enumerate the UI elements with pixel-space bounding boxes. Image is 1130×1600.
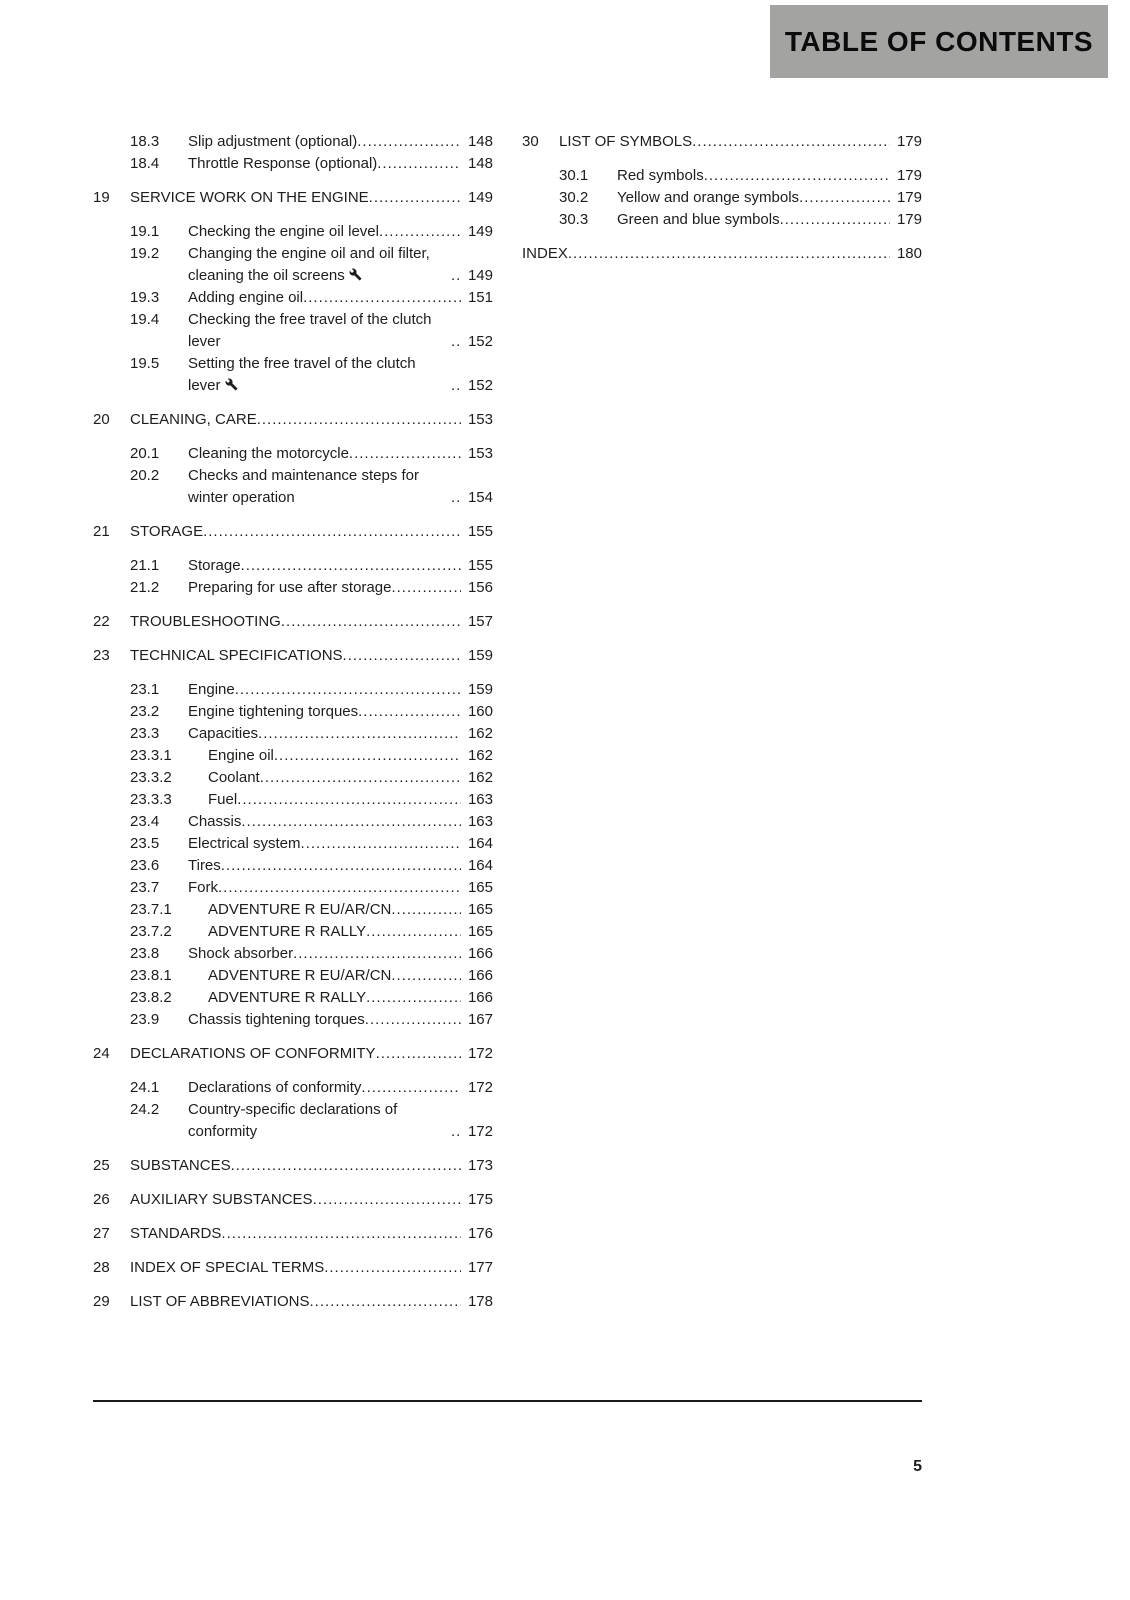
toc-entry-label: Changing the engine oil and oil filter, cleaning the oil screens (188, 245, 430, 284)
toc-entry-label: INDEX (522, 245, 568, 262)
toc-entry-label: Capacities (188, 725, 259, 742)
toc-entry-page: 157 (467, 613, 493, 630)
toc-entry-number: 23.8.2 (130, 989, 172, 1006)
toc-entry (93, 221, 493, 243)
toc-column-left (93, 131, 493, 1325)
toc-entry-body (188, 877, 493, 899)
toc-leader-dots (391, 965, 461, 987)
toc-entry-label: LIST OF SYMBOLS (559, 133, 693, 150)
toc-entry-label: Adding engine oil (188, 289, 304, 306)
toc-entry (93, 1155, 493, 1177)
toc-entry-number: 24 (93, 1045, 110, 1062)
toc-entry-number: 20 (93, 411, 110, 428)
toc-leader-dots (780, 209, 890, 231)
toc-entry-page: 172 (467, 1079, 493, 1096)
toc-entry (522, 165, 922, 187)
toc-entry-body (130, 187, 493, 209)
toc-leader-dots (221, 855, 461, 877)
toc-entry (93, 987, 493, 1009)
toc-entry-page: 162 (467, 769, 493, 786)
toc-entry-body (559, 131, 922, 153)
toc-columns (93, 131, 922, 1325)
toc-entry-body (188, 153, 493, 175)
toc-leader-dots (451, 265, 461, 287)
toc-leader-dots (365, 1009, 461, 1031)
toc-entry-body (188, 131, 493, 153)
toc-entry-page: 167 (467, 1011, 493, 1028)
toc-leader-dots (231, 1155, 461, 1177)
toc-leader-dots (451, 487, 461, 509)
toc-entry (93, 555, 493, 577)
toc-entry-body (188, 555, 493, 577)
toc-column-right (522, 131, 922, 1325)
toc-entry-body (188, 811, 493, 833)
toc-entry-number: 22 (93, 613, 110, 630)
toc-leader-dots (257, 409, 461, 431)
toc-entry-number: 23.8 (130, 945, 160, 962)
toc-leader-dots (349, 443, 461, 465)
toc-entry (93, 1009, 493, 1031)
toc-entry-body (188, 577, 493, 599)
toc-leader-dots (379, 221, 461, 243)
toc-entry-body (130, 1189, 493, 1211)
toc-entry-number: 23.7 (130, 879, 160, 896)
toc-entry-label: Chassis (188, 813, 242, 830)
toc-entry (93, 1077, 493, 1099)
toc-entry-body (617, 209, 922, 231)
toc-entry-page: 165 (467, 901, 493, 918)
toc-entry-page: 153 (467, 445, 493, 462)
toc-entry-body (188, 243, 493, 287)
toc-entry-body (188, 1099, 493, 1143)
toc-entry-page: 152 (467, 333, 493, 350)
toc-entry-label: Slip adjustment (optional) (188, 133, 358, 150)
toc-entry-number: 19.4 (130, 311, 160, 328)
toc-entry-page: 149 (467, 267, 493, 284)
toc-entry-page: 179 (896, 133, 922, 150)
toc-entry-label: ADVENTURE R EU/AR/CN (208, 967, 392, 984)
toc-entry-page: 175 (467, 1191, 493, 1208)
toc-entry-number: 30.3 (559, 211, 589, 228)
toc-leader-dots (369, 187, 461, 209)
toc-entry-page: 155 (467, 557, 493, 574)
toc-leader-dots (568, 243, 890, 265)
toc-leader-dots (260, 767, 461, 789)
toc-entry-body (208, 987, 493, 1009)
toc-leader-dots (274, 745, 461, 767)
toc-entry-label: Green and blue symbols (617, 211, 780, 228)
toc-entry (93, 965, 493, 987)
toc-entry (93, 811, 493, 833)
toc-entry-label: Cleaning the motorcycle (188, 445, 349, 462)
toc-entry-label: Engine oil (208, 747, 274, 764)
page-number: 5 (913, 1458, 922, 1475)
toc-leader-dots (357, 131, 461, 153)
toc-entry-label: Chassis tightening torques (188, 1011, 365, 1028)
toc-entry-label: Storage (188, 557, 241, 574)
toc-entry-number: 29 (93, 1293, 110, 1310)
toc-leader-dots (237, 789, 461, 811)
toc-entry-page: 162 (467, 747, 493, 764)
toc-entry-label: Fuel (208, 791, 238, 808)
toc-leader-dots (361, 1077, 461, 1099)
toc-entry-body (617, 187, 922, 209)
toc-entry-body (208, 789, 493, 811)
toc-entry-number: 21 (93, 523, 110, 540)
toc-entry-body (208, 921, 493, 943)
toc-entry (93, 745, 493, 767)
toc-entry-label: ADVENTURE R RALLY (208, 923, 367, 940)
toc-entry-page: 165 (467, 879, 493, 896)
toc-entry-number: 20.2 (130, 467, 160, 484)
toc-leader-dots (391, 577, 461, 599)
toc-entry-page: 155 (467, 523, 493, 540)
toc-entry-body (130, 1291, 493, 1313)
toc-entry (93, 921, 493, 943)
toc-entry-label: Red symbols (617, 167, 704, 184)
toc-entry-number: 23.4 (130, 813, 160, 830)
toc-entry-number: 23.3.1 (130, 747, 172, 764)
toc-entry (93, 521, 493, 543)
toc-entry-body (130, 1155, 493, 1177)
toc-entry-label: Tires (188, 857, 221, 874)
footer-divider (93, 1400, 922, 1402)
toc-entry-label: Electrical system (188, 835, 301, 852)
toc-entry-number: 30 (522, 133, 539, 150)
toc-entry-number: 19.5 (130, 355, 160, 372)
toc-entry-number: 21.1 (130, 557, 160, 574)
toc-entry-label: SERVICE WORK ON THE ENGINE (130, 189, 369, 206)
toc-entry-label: ADVENTURE R RALLY (208, 989, 367, 1006)
toc-entry-page: 165 (467, 923, 493, 940)
toc-entry-label: Checking the engine oil level (188, 223, 379, 240)
toc-entry-label: Declarations of conformity (188, 1079, 362, 1096)
toc-entry (93, 899, 493, 921)
toc-entry (522, 243, 922, 265)
toc-entry-number: 23.2 (130, 703, 160, 720)
toc-leader-dots (704, 165, 890, 187)
toc-entry-page: 162 (467, 725, 493, 742)
toc-leader-dots (343, 645, 461, 667)
toc-leader-dots (692, 131, 890, 153)
toc-entry-page: 172 (467, 1045, 493, 1062)
toc-entry-body (188, 701, 493, 723)
toc-entry-number: 23.5 (130, 835, 160, 852)
toc-entry-page: 154 (467, 489, 493, 506)
toc-entry-page: 163 (467, 791, 493, 808)
toc-leader-dots (235, 679, 461, 701)
toc-entry (93, 131, 493, 153)
toc-entry-label: INDEX OF SPECIAL TERMS (130, 1259, 325, 1276)
toc-entry-page: 180 (896, 245, 922, 262)
toc-entry-label: TROUBLESHOOTING (130, 613, 281, 630)
wrench-icon (349, 268, 362, 281)
toc-leader-dots (313, 1189, 461, 1211)
wrench-icon (225, 378, 238, 391)
toc-leader-dots (281, 611, 461, 633)
toc-entry-number: 25 (93, 1157, 110, 1174)
toc-entry-body (130, 645, 493, 667)
toc-entry (93, 645, 493, 667)
toc-entry-number: 23.3.3 (130, 791, 172, 808)
toc-entry (93, 833, 493, 855)
toc-entry-page: 173 (467, 1157, 493, 1174)
toc-entry (93, 243, 493, 287)
toc-entry-number: 23.3 (130, 725, 160, 742)
toc-leader-dots (203, 521, 461, 543)
toc-entry-body (130, 1223, 493, 1245)
toc-entry-page: 179 (896, 189, 922, 206)
toc-leader-dots (258, 723, 461, 745)
toc-entry-page: 176 (467, 1225, 493, 1242)
toc-entry-body (208, 899, 493, 921)
toc-entry (93, 1099, 493, 1143)
toc-entry-body (188, 465, 493, 509)
toc-leader-dots (301, 833, 461, 855)
toc-leader-dots (241, 811, 461, 833)
toc-entry-page: 172 (467, 1123, 493, 1140)
toc-entry (93, 287, 493, 309)
toc-entry-body (188, 855, 493, 877)
toc-entry-body (188, 309, 493, 353)
toc-entry-number: 23.7.2 (130, 923, 172, 940)
toc-entry (93, 353, 493, 397)
toc-entry-body (208, 767, 493, 789)
toc-leader-dots (310, 1291, 462, 1313)
toc-entry-page: 166 (467, 989, 493, 1006)
toc-entry (93, 1189, 493, 1211)
toc-entry-number: 21.2 (130, 579, 160, 596)
toc-entry-label: Engine tightening torques (188, 703, 359, 720)
toc-entry-body (188, 287, 493, 309)
toc-entry-body (188, 221, 493, 243)
toc-leader-dots (358, 701, 461, 723)
toc-entry-label: CLEANING, CARE (130, 411, 257, 428)
toc-entry (93, 701, 493, 723)
toc-entry-page: 148 (467, 133, 493, 150)
toc-entry-label: DECLARATIONS OF CONFORMITY (130, 1045, 376, 1062)
toc-entry-number: 24.1 (130, 1079, 160, 1096)
toc-entry (93, 153, 493, 175)
toc-entry-label: Preparing for use after storage (188, 579, 392, 596)
toc-entry-number: 19 (93, 189, 110, 206)
toc-entry-page: 177 (467, 1259, 493, 1276)
toc-leader-dots (451, 1121, 461, 1143)
toc-entry-page: 149 (467, 189, 493, 206)
toc-entry-page: 166 (467, 945, 493, 962)
toc-entry-body (130, 521, 493, 543)
toc-leader-dots (451, 331, 461, 353)
toc-entry (522, 187, 922, 209)
toc-entry (93, 1223, 493, 1245)
toc-entry-page: 164 (467, 857, 493, 874)
toc-entry-page: 163 (467, 813, 493, 830)
toc-entry-number: 23.6 (130, 857, 160, 874)
toc-entry-number: 23.9 (130, 1011, 160, 1028)
toc-entry-number: 30.2 (559, 189, 589, 206)
toc-entry-body (130, 611, 493, 633)
toc-entry-label: Throttle Response (optional) (188, 155, 378, 172)
toc-entry-body (130, 1257, 493, 1279)
toc-leader-dots (799, 187, 890, 209)
toc-entry-page: 159 (467, 681, 493, 698)
toc-entry-page: 149 (467, 223, 493, 240)
toc-entry (93, 187, 493, 209)
toc-entry (93, 611, 493, 633)
toc-entry-body (188, 353, 493, 397)
toc-entry-label: TECHNICAL SPECIFICATIONS (130, 647, 343, 664)
toc-entry-label: Shock absorber (188, 945, 294, 962)
toc-entry-body (130, 1043, 493, 1065)
page-header-band (770, 5, 1108, 78)
toc-entry-number: 20.1 (130, 445, 160, 462)
toc-entry-number: 23.3.2 (130, 769, 172, 786)
toc-entry (93, 1257, 493, 1279)
toc-entry (93, 443, 493, 465)
toc-entry-body (522, 243, 922, 265)
toc-entry-page: 179 (896, 211, 922, 228)
toc-entry (93, 309, 493, 353)
toc-leader-dots (391, 899, 461, 921)
toc-entry-body (188, 443, 493, 465)
toc-entry-number: 23.1 (130, 681, 160, 698)
toc-entry-label: Engine (188, 681, 235, 698)
toc-entry-label: Country-specific declarations of conformity (188, 1101, 398, 1140)
toc-entry-label: AUXILIARY SUBSTANCES (130, 1191, 313, 1208)
toc-entry-number: 23.7.1 (130, 901, 172, 918)
toc-entry (93, 1291, 493, 1313)
toc-entry-label: Fork (188, 879, 218, 896)
toc-leader-dots (366, 987, 461, 1009)
toc-leader-dots (221, 1223, 461, 1245)
toc-entry-body (617, 165, 922, 187)
toc-leader-dots (376, 1043, 461, 1065)
toc-entry-label: STANDARDS (130, 1225, 222, 1242)
toc-entry-page: 148 (467, 155, 493, 172)
toc-entry (93, 855, 493, 877)
toc-entry-body (188, 1077, 493, 1099)
toc-entry-page: 164 (467, 835, 493, 852)
toc-entry-label: SUBSTANCES (130, 1157, 231, 1174)
toc-entry-page: 179 (896, 167, 922, 184)
toc-entry-body (188, 943, 493, 965)
toc-entry-body (208, 745, 493, 767)
toc-entry (93, 465, 493, 509)
toc-entry (93, 789, 493, 811)
toc-entry-page: 160 (467, 703, 493, 720)
toc-entry-page: 156 (467, 579, 493, 596)
toc-entry (93, 409, 493, 431)
toc-entry-page: 178 (467, 1293, 493, 1310)
toc-entry-number: 18.3 (130, 133, 160, 150)
toc-entry-number: 30.1 (559, 167, 589, 184)
toc-entry (93, 577, 493, 599)
toc-leader-dots (377, 153, 461, 175)
toc-leader-dots (241, 555, 461, 577)
toc-entry-label: LIST OF ABBREVIATIONS (130, 1293, 310, 1310)
toc-entry (93, 877, 493, 899)
toc-entry-label: Setting the free travel of the clutch lever (188, 355, 416, 394)
toc-entry-label: Checking the free travel of the clutch lever (188, 311, 432, 350)
toc-entry-label: Yellow and orange symbols (617, 189, 800, 206)
toc-entry-label: STORAGE (130, 523, 204, 540)
toc-leader-dots (293, 943, 461, 965)
toc-entry-page: 159 (467, 647, 493, 664)
toc-entry-body (130, 409, 493, 431)
toc-entry-body (188, 833, 493, 855)
toc-entry-number: 19.3 (130, 289, 160, 306)
toc-entry (93, 943, 493, 965)
toc-leader-dots (451, 375, 461, 397)
toc-entry (93, 679, 493, 701)
toc-entry-page: 152 (467, 377, 493, 394)
page-title: TABLE OF CONTENTS (784, 25, 1094, 57)
toc-entry-number: 19.2 (130, 245, 160, 262)
toc-entry-number: 26 (93, 1191, 110, 1208)
toc-entry (93, 767, 493, 789)
toc-entry-label: Coolant (208, 769, 260, 786)
toc-entry (522, 209, 922, 231)
toc-entry-number: 28 (93, 1259, 110, 1276)
toc-leader-dots (324, 1257, 461, 1279)
toc-entry-label: Checks and maintenance steps for winter operation (188, 467, 419, 506)
toc-entry-number: 23 (93, 647, 110, 664)
toc-entry-page: 151 (467, 289, 493, 306)
toc-entry-body (208, 965, 493, 987)
toc-entry-label: ADVENTURE R EU/AR/CN (208, 901, 392, 918)
toc-entry-number: 23.8.1 (130, 967, 172, 984)
toc-entry-page: 166 (467, 967, 493, 984)
toc-entry-body (188, 679, 493, 701)
toc-leader-dots (218, 877, 461, 899)
toc-entry-number: 27 (93, 1225, 110, 1242)
toc-entry-number: 18.4 (130, 155, 160, 172)
toc-entry-number: 24.2 (130, 1101, 160, 1118)
toc-entry-number: 19.1 (130, 223, 160, 240)
toc-leader-dots (303, 287, 461, 309)
toc-entry (93, 1043, 493, 1065)
toc-entry-page: 153 (467, 411, 493, 428)
toc-entry-body (188, 1009, 493, 1031)
toc-leader-dots (366, 921, 461, 943)
toc-entry (522, 131, 922, 153)
toc-entry-body (188, 723, 493, 745)
toc-entry (93, 723, 493, 745)
